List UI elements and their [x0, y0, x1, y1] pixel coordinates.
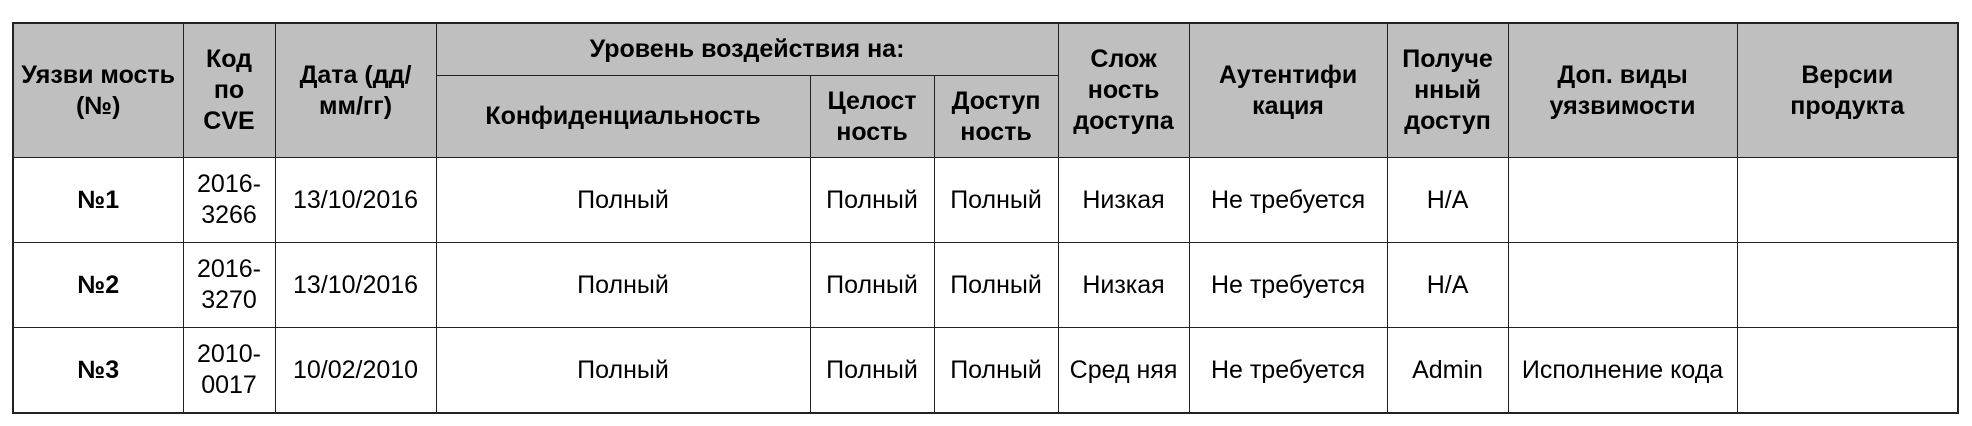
- cell-confidentiality: Полный: [436, 328, 810, 414]
- header-confidentiality: Конфиденциальность: [436, 76, 810, 158]
- cell-product-versions: [1737, 243, 1958, 328]
- cell-gained-access: Admin: [1387, 328, 1508, 414]
- cell-complexity: Сред няя: [1058, 328, 1189, 414]
- cell-availability: Полный: [934, 243, 1058, 328]
- header-row-1: [13, 23, 1958, 76]
- table-row: [13, 243, 1958, 328]
- cell-availability: Полный: [934, 328, 1058, 414]
- header-availability: Доступ ность: [934, 76, 1058, 158]
- header-vuln-no: Уязви мость (№): [13, 23, 183, 158]
- cell-integrity: Полный: [810, 328, 934, 414]
- cell-gained-access: Н/А: [1387, 158, 1508, 243]
- table-row: [13, 158, 1958, 243]
- table-row: [13, 328, 1958, 414]
- cell-vuln-no: №2: [13, 243, 183, 328]
- cell-complexity: Низкая: [1058, 243, 1189, 328]
- cell-date: 13/10/2016: [275, 243, 436, 328]
- cell-vuln-no: №3: [13, 328, 183, 414]
- cell-integrity: Полный: [810, 158, 934, 243]
- cell-date: 13/10/2016: [275, 158, 436, 243]
- header-access-complexity: Слож ность доступа: [1058, 23, 1189, 158]
- cell-confidentiality: Полный: [436, 243, 810, 328]
- cell-gained-access: Н/А: [1387, 243, 1508, 328]
- vulnerability-table: [12, 22, 1959, 414]
- cell-availability: Полный: [934, 158, 1058, 243]
- cell-authentication: Не требуется: [1189, 243, 1387, 328]
- header-extra-types: Доп. виды уязвимости: [1508, 23, 1737, 158]
- cell-integrity: Полный: [810, 243, 934, 328]
- header-impact-group: Уровень воздействия на:: [436, 23, 1058, 76]
- cell-complexity: Низкая: [1058, 158, 1189, 243]
- cell-date: 10/02/2010: [275, 328, 436, 414]
- cell-cve: 2016-3266: [183, 158, 275, 243]
- cell-product-versions: [1737, 328, 1958, 414]
- header-integrity: Целост ность: [810, 76, 934, 158]
- cell-cve: 2010-0017: [183, 328, 275, 414]
- header-authentication: Аутентифи кация: [1189, 23, 1387, 158]
- cell-cve: 2016-3270: [183, 243, 275, 328]
- cell-extra-types: [1508, 158, 1737, 243]
- header-product-versions: Версии продукта: [1737, 23, 1958, 158]
- cell-authentication: Не требуется: [1189, 328, 1387, 414]
- header-date: Дата (дд/ мм/гг): [275, 23, 436, 158]
- header-cve-code: Код по CVE: [183, 23, 275, 158]
- cell-authentication: Не требуется: [1189, 158, 1387, 243]
- cell-product-versions: [1737, 158, 1958, 243]
- cell-extra-types: Исполнение кода: [1508, 328, 1737, 414]
- cell-confidentiality: Полный: [436, 158, 810, 243]
- header-gained-access: Получе нный доступ: [1387, 23, 1508, 158]
- cell-vuln-no: №1: [13, 158, 183, 243]
- cell-extra-types: [1508, 243, 1737, 328]
